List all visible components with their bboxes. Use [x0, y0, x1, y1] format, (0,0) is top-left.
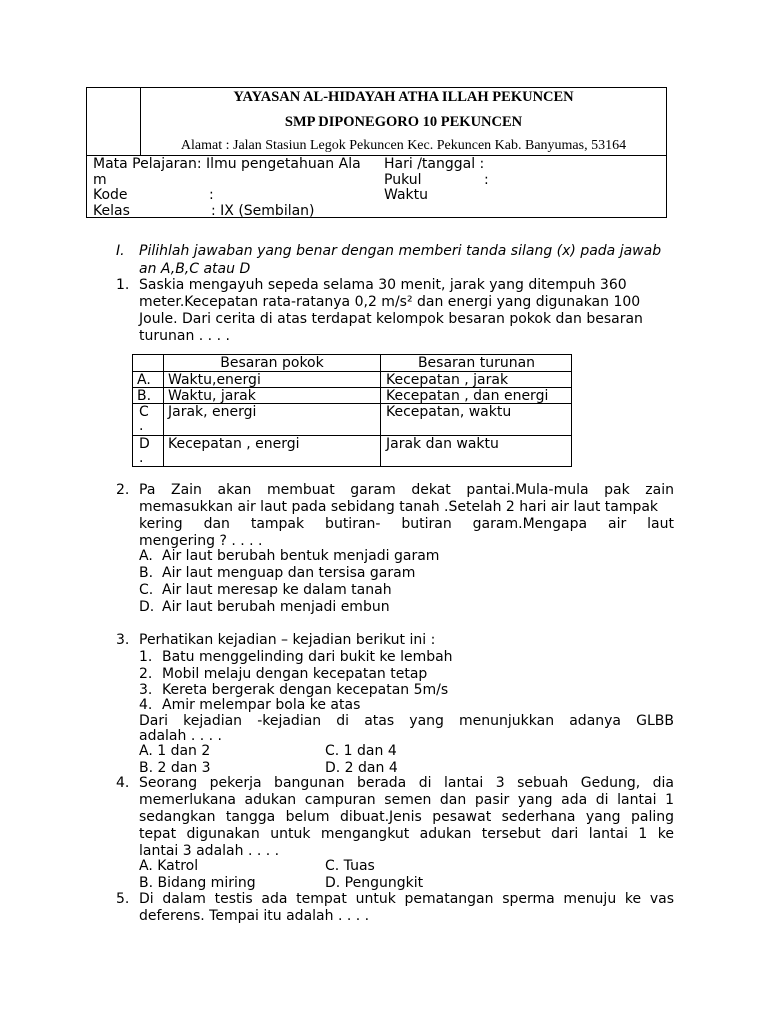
- table-cell-pokok: Kecepatan , energi: [168, 436, 300, 452]
- table-cell-pokok: Jarak, energi: [168, 404, 257, 420]
- question-4-text: lantai 3 adalah . . . .: [139, 843, 280, 859]
- question-number: 4.: [116, 775, 130, 791]
- option-c: C. Tuas: [325, 858, 375, 874]
- time-label: Waktu: [384, 187, 428, 203]
- table-header-turunan: Besaran turunan: [417, 355, 536, 371]
- table-option-label: A.: [137, 372, 151, 388]
- school-address: Alamat : Jalan Stasiun Legok Pekuncen Kec. Pekuncen Kab. Banyumas, 53164: [180, 138, 627, 153]
- option-d: D. Pengungkit: [325, 875, 424, 891]
- school-name: SMP DIPONEGORO 10 PEKUNCEN: [284, 114, 523, 130]
- code-label: Kode: [93, 187, 128, 203]
- option-letter: C.: [139, 582, 154, 598]
- hour-colon: :: [484, 172, 489, 188]
- table-option-label: D: [139, 436, 150, 452]
- option-text: Air laut berubah menjadi embun: [162, 599, 390, 615]
- option-letter: D.: [139, 599, 155, 615]
- event-text: Batu menggelinding dari bukit ke lembah: [162, 649, 453, 665]
- option-text: Air laut berubah bentuk menjadi garam: [162, 548, 440, 564]
- event-text: Kereta bergerak dengan kecepatan 5m/s: [162, 682, 449, 698]
- section-number: I.: [116, 243, 125, 259]
- question-4-text: Seorang pekerja bangunan berada di lantai 3 sebuah Gedung, dia: [139, 775, 674, 791]
- question-number: 5.: [116, 891, 130, 907]
- class-value: : IX (Sembilan): [211, 203, 315, 219]
- class-label: Kelas: [93, 203, 130, 219]
- table-option-dot: .: [139, 418, 144, 434]
- event-number: 3.: [139, 682, 153, 698]
- event-text: Amir melempar bola ke atas: [162, 697, 361, 713]
- table-cell-pokok: Waktu, jarak: [168, 388, 256, 404]
- subject-label: Mata Pelajaran: Ilmu pengetahuan Ala: [93, 156, 361, 172]
- event-number: 1.: [139, 649, 153, 665]
- question-5-text: Di dalam testis ada tempat untuk pematangan sperma menuju ke vas: [139, 891, 674, 907]
- school-title-block: [141, 88, 666, 155]
- table-option-label: B.: [137, 388, 152, 404]
- event-text: Mobil melaju dengan kecepatan tetap: [162, 666, 428, 682]
- option-letter: B.: [139, 565, 154, 581]
- section-instruction-cont: an A,B,C atau D: [139, 261, 251, 277]
- logo-cell: [87, 88, 141, 155]
- table-cell-turunan: Kecepatan , dan energi: [386, 388, 549, 404]
- option-text: Air laut meresap ke dalam tanah: [162, 582, 392, 598]
- event-number: 2.: [139, 666, 153, 682]
- table-cell-pokok: Waktu,energi: [168, 372, 261, 388]
- table-cell-turunan: Kecepatan, waktu: [386, 404, 512, 420]
- question-1-text: Joule. Dari cerita di atas terdapat kelompok besaran pokok dan besaran: [139, 311, 643, 327]
- question-3-intro: Perhatikan kejadian – kejadian berikut ini :: [139, 632, 436, 648]
- option-d: D. 2 dan 4: [325, 760, 398, 776]
- option-letter: A.: [139, 548, 153, 564]
- day-date-label: Hari /tanggal :: [384, 156, 485, 172]
- table-option-label: C: [139, 404, 149, 420]
- option-text: Air laut menguap dan tersisa garam: [162, 565, 416, 581]
- option-b: B. 2 dan 3: [139, 760, 211, 776]
- question-4-text: tepat digunakan untuk mengangkut adukan tersebut dari lantai 1 ke: [139, 826, 674, 842]
- question-number: 3.: [116, 632, 130, 648]
- option-c: C. 1 dan 4: [325, 743, 397, 759]
- code-colon: :: [209, 187, 214, 203]
- question-5-text: deferens. Tempai itu adalah . . . .: [139, 908, 370, 924]
- school-header-box: [86, 87, 667, 218]
- question-1-text: turunan . . . .: [139, 328, 230, 344]
- section-instruction: Pilihlah jawaban yang benar dengan memberi tanda silang (x) pada jawab: [139, 243, 662, 259]
- question-2-text: mengering ? . . . .: [139, 533, 263, 549]
- event-number: 4.: [139, 697, 153, 713]
- answer-table: [132, 354, 572, 467]
- question-2-text: memasukkan air laut pada sebidang tanah .Setelah 2 hari air laut tampak: [139, 499, 659, 515]
- question-1-text: meter.Kecepatan rata-ratanya 0,2 m/s² dan energi yang digunakan 100: [139, 294, 641, 310]
- table-option-dot: .: [139, 450, 144, 466]
- hour-label: Pukul: [384, 172, 422, 188]
- question-number: 2.: [116, 482, 130, 498]
- question-4-text: sedangkan tangga belum dibuat.Jenis pesawat sederhana yang paling: [139, 809, 674, 825]
- option-b: B. Bidang miring: [139, 875, 256, 891]
- question-3-text: adalah . . . .: [139, 728, 222, 744]
- subject-label-cont: m: [93, 172, 107, 188]
- table-cell-turunan: Kecepatan , jarak: [386, 372, 509, 388]
- table-header-pokok: Besaran pokok: [220, 355, 324, 371]
- question-2-text: kering dan tampak butiran- butiran garam.Mengapa air laut: [139, 516, 674, 532]
- question-4-text: memerlukana adukan campuran semen dan pasir yang ada di lantai 1: [139, 792, 674, 808]
- question-2-text: Pa Zain akan membuat garam dekat pantai.Mula-mula pak zain: [139, 482, 674, 498]
- option-a: A. 1 dan 2: [139, 743, 211, 759]
- table-cell-turunan: Jarak dan waktu: [386, 436, 499, 452]
- question-1-text: Saskia mengayuh sepeda selama 30 menit, jarak yang ditempuh 360: [139, 277, 627, 293]
- option-a: A. Katrol: [139, 858, 199, 874]
- foundation-name: YAYASAN AL-HIDAYAH ATHA ILLAH PEKUNCEN: [233, 89, 574, 105]
- question-number: 1.: [116, 277, 130, 293]
- question-3-text: Dari kejadian -kejadian di atas yang menunjukkan adanya GLBB: [139, 713, 674, 729]
